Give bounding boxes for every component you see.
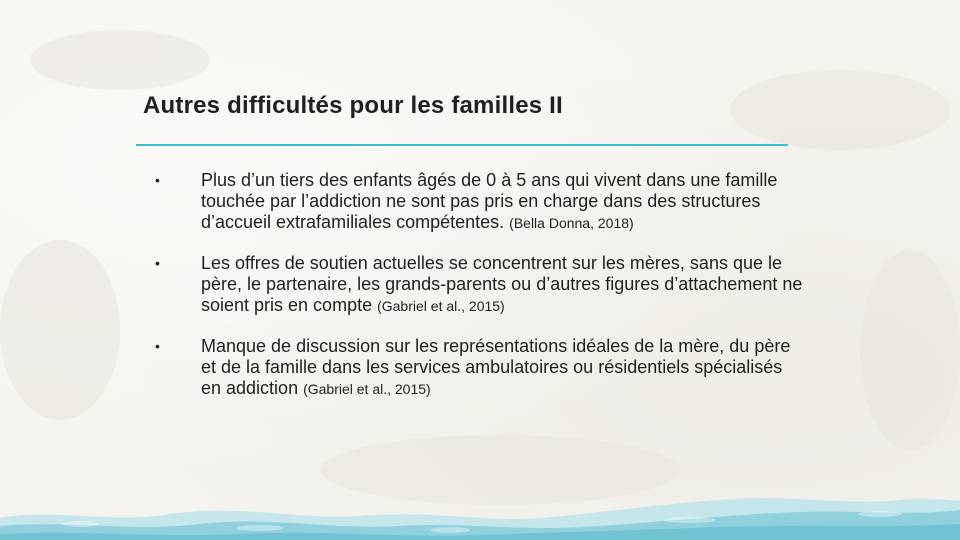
bullet-icon: •: [155, 338, 160, 354]
title-underline: [136, 144, 788, 146]
bullet-icon: •: [155, 172, 160, 188]
bullet-item-1: [155, 170, 805, 234]
slide-title: Autres difficultés pour les familles II: [143, 92, 563, 119]
bullet-text: Plus d’un tiers des enfants âgés de 0 à 5 ans qui vivent dans une famille touchée par l’addiction ne sont pas pris en charge dans des structures d’accueil extrafamiliales compétentes.: [201, 170, 778, 232]
bullet-icon: •: [155, 255, 160, 271]
bullet-citation: (Gabriel et al., 2015): [303, 381, 431, 397]
watercolor-border: [0, 480, 960, 540]
bullet-text: Les offres de soutien actuelles se concentrent sur les mères, sans que le père, le partenaire, les grands-parents ou d’autres figures d’attachement ne soient pris en compte: [201, 253, 803, 315]
bullet-citation: (Gabriel et al., 2015): [377, 298, 505, 314]
bullet-item-3: [155, 336, 805, 400]
bullet-list: [155, 170, 805, 400]
bullet-citation: (Bella Donna, 2018): [509, 215, 634, 231]
bullet-item-2: [155, 253, 805, 317]
bullet-text: Manque de discussion sur les représentations idéales de la mère, du père et de la famille dans les services ambulatoires ou résidentiels spécialisés en addiction: [201, 336, 791, 398]
